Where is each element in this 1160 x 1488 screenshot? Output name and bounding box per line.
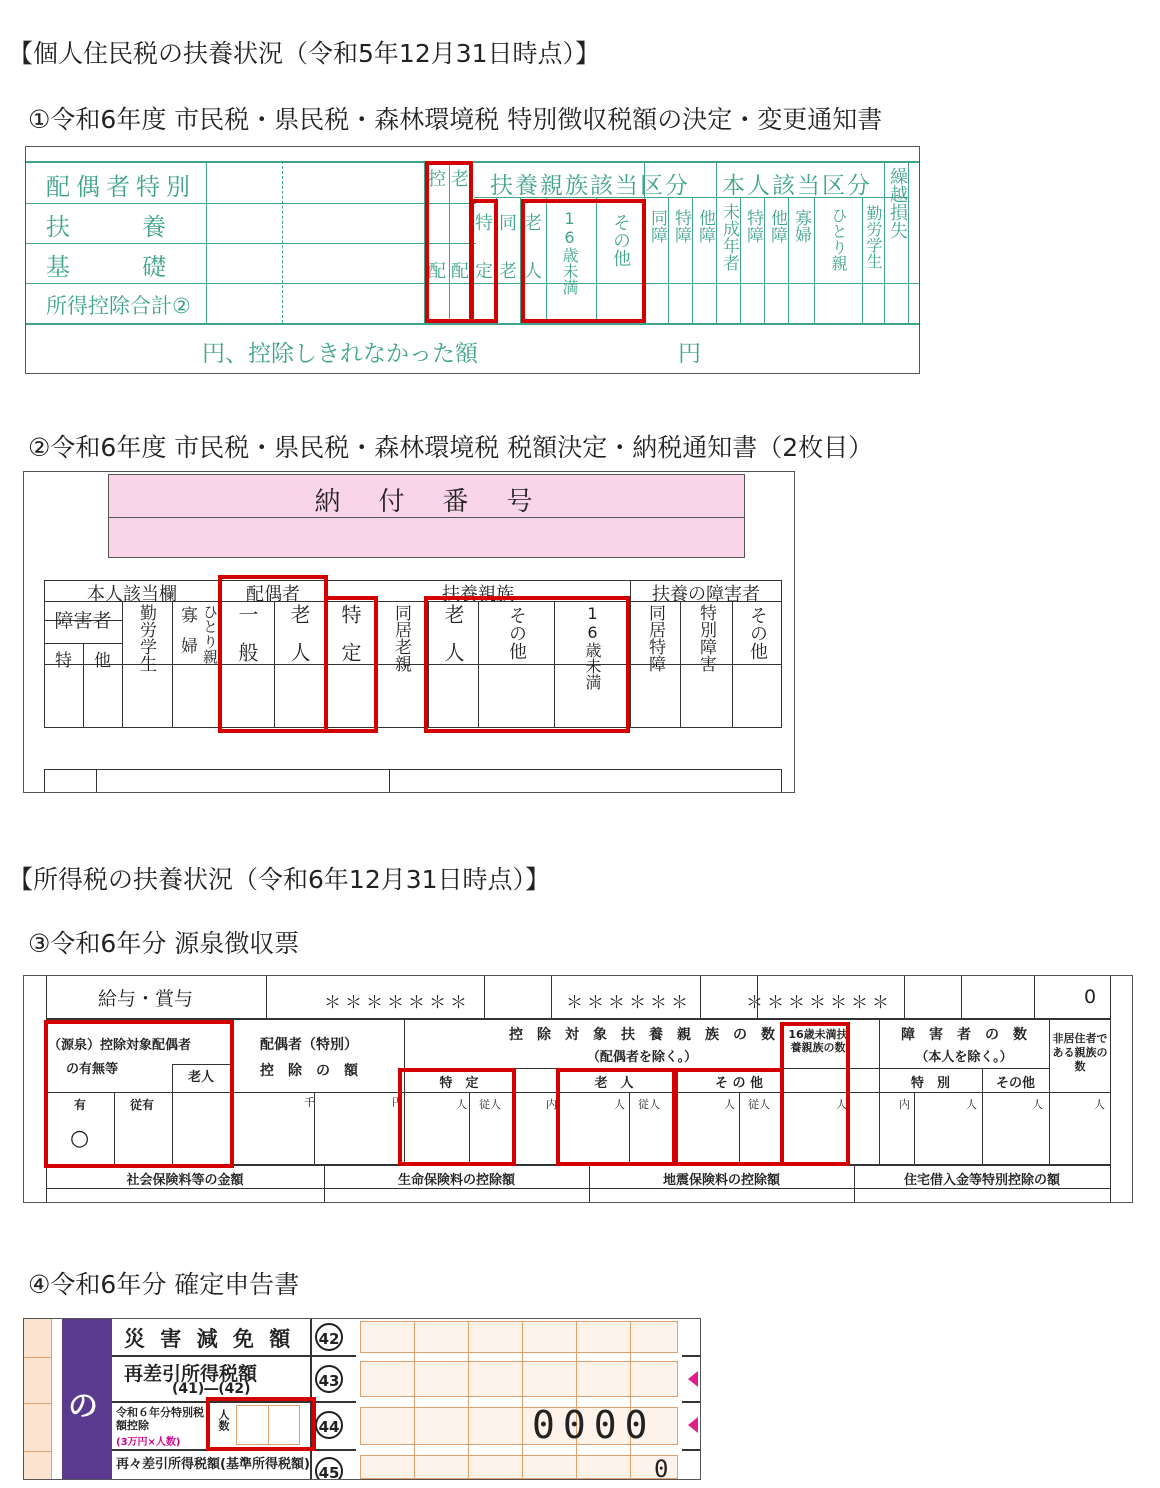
jishin-hoken-label: 地震保険料の控除額 [662,1173,780,1188]
fuyo-col-doro-top: 同 [499,213,517,234]
ninzu-label: 人数 [217,1409,230,1431]
sonota-junin: 従人 [748,1098,770,1111]
section-1-title: ①令和6年度 市民税・県民税・森林環境税 特別徴収税額の決定・変更通知書 [28,105,883,134]
fuyo-col-tokutei-bot: 定 [475,261,493,282]
fuyo-tokutei: 特定 [338,604,362,680]
tokutei-nin: 人 [456,1098,467,1111]
row-haigusha-tokubetsu: 配偶者特別 [46,173,196,201]
rojin-nin: 人 [614,1098,625,1111]
fuyo-col-under16: 16歳未満 [560,209,579,295]
kurikoshi-sonshitsu: 繰越損失 [887,167,908,239]
rojin-uchi: 内 [546,1098,557,1111]
col-ro-top: 老 [451,169,469,190]
masked-amount-2: ＊＊＊＊＊＊ [566,993,692,1013]
row-shotoku-kojo-gokei: 所得控除合計② [46,294,191,318]
sai-sashihiki-label: 再差引所得税額 [124,1363,258,1385]
fuyo-rojin: 老人 [441,604,465,680]
en-unit: 円 [392,1096,403,1109]
circle-45: 45 [315,1457,343,1480]
kafu: 寡婦 [177,606,197,668]
highlight-tokutei-3 [398,1068,516,1166]
arrow-indicator-43 [688,1371,698,1387]
circle-44: 44 [315,1411,343,1439]
col-ro-bot: 配 [451,261,469,282]
honnin-gaito-header: 本人該当区分 [722,173,872,199]
tokubetsu-kojo-value: 0000 [532,1403,656,1447]
honnin-col-tasho: 他障 [695,209,715,243]
juari-label: 従有 [130,1098,155,1112]
honnin-col-hitorioya: ひとり親 [829,207,848,271]
highlight-tokutei-2 [324,596,378,733]
saisai-sashihiki-value: 0 [654,1455,669,1480]
section-4-title: ④令和6年分 確定申告書 [28,1270,300,1299]
kojo-shikirenakatta-label: 円、控除しきれなかった額 [202,341,478,367]
honnin-nozoku: （本人を除く。） [915,1050,1013,1065]
shogaisha-toku: 特 [55,651,72,671]
sai-sashihiki-sub: (41)―(42) [172,1381,251,1397]
shogai-uchi: 内 [899,1098,910,1111]
sonota-header: そ の 他 [714,1076,764,1091]
highlight-sonota-3 [674,1068,784,1166]
col-kojo-bot: 配 [428,261,446,282]
umu-label: の有無等 [66,1062,119,1077]
honnin-col-tokusho-2: 特障 [743,209,763,243]
section-3-title: ③令和6年分 源泉徴収票 [28,929,300,958]
haigusha-rojin: 老人 [287,604,311,680]
col-kojo-top: 控 [428,169,446,190]
yen-label: 円 [678,341,701,367]
row-fuyo: 扶 養 [46,213,166,241]
highlight-rojin-3 [556,1068,676,1166]
haigusha-ari-mark: ○ [70,1126,90,1151]
haigusha-nozoku: （配偶者を除く。） [586,1050,698,1065]
honnin-col-kinro: 勤労学生 [864,205,883,269]
tokubetsu-kojo-sub: (3万円×人数) [116,1437,181,1448]
highlight-haigusha [218,575,328,733]
haigusha-tokubetsu-label: 配偶者（特別） [260,1037,358,1053]
shogai-sonota: その他 [747,606,768,660]
arrow-indicator-44 [688,1417,698,1433]
hikyojusha-header: 非居住者である親族の数 [1052,1032,1108,1073]
zero-value: 0 [1084,986,1097,1008]
highlight-rojin-sonota-16 [424,596,630,733]
fuyo-col-doro-bot: 老 [499,261,517,282]
fuyo-col-tokutei-top: 特 [475,213,493,234]
rojin-junin: 従人 [638,1098,660,1111]
form-1-tokubetsu-choshu [25,146,920,374]
tokutei-header: 特 定 [439,1076,479,1091]
tokutei-junin: 従人 [479,1098,501,1111]
shakai-hoken-label: 社会保険料等の金額 [126,1173,244,1188]
kyuyo-shoyo-label: 給与・賞与 [98,988,194,1010]
sonota-nin: 人 [724,1098,735,1111]
nofu-bango-box [108,474,745,558]
honnin-col-dosho: 同障 [647,209,667,243]
honnin-gaito-ran: 本人該当欄 [87,584,177,605]
shogaisha-count-header: 障 害 者 の 数 [901,1027,1027,1043]
fuyo-col-sonota: その他 [610,213,631,267]
sen-unit: 千 [304,1096,315,1109]
jutaku-kojo-label: 住宅借入金等特別控除の額 [903,1173,1060,1188]
section-2-title: ②令和6年度 市民税・県民税・森林環境税 税額決定・納税通知書（2枚目） [28,433,874,462]
fuyo-shogaisha-header: 扶養の障害者 [652,584,760,605]
masked-amount-1: ＊＊＊＊＊＊＊ [324,993,471,1013]
fuyo-sonota: その他 [506,606,527,660]
shogaisha-ta: 他 [94,651,111,671]
honnin-col-miseinen: 未成年者 [719,203,739,271]
shogai-tokubetsu-nin: 人 [966,1098,977,1111]
highlight-tokutei [470,199,498,323]
fuyo-col-rojin-bot: 人 [524,261,542,282]
nofu-bango-label: 納 付 番 号 [314,487,539,517]
fuyo-col-rojin-top: 老 [524,213,542,234]
fuyo-dokyo-roshin: 同居老親 [391,604,411,672]
form-4-kakutei-shinkokusho [23,1318,701,1480]
kinro-gakusei: 勤労学生 [136,604,156,672]
seimei-hoken-label: 生命保険料の控除額 [397,1173,515,1188]
highlight-under16-3 [780,1022,850,1166]
circle-42: 42 [315,1323,343,1351]
shogai-sonota-header: その他 [995,1076,1035,1091]
shotokuzei-heading: 【所得税の扶養状況（令和6年12月31日時点）】 [8,865,551,894]
highlight-rojin-16-sonota [521,199,646,323]
form-2-nozei-tsuchisho [23,471,795,793]
saisai-sashihiki-label: 再々差引所得税額(基準所得税額) [116,1457,310,1472]
gensen-haigusha-label: （源泉）控除対象配偶者 [48,1038,192,1053]
haigusha-header: 配偶者 [246,584,300,605]
shogai-dokyo-tokusho: 同居特障 [645,604,665,672]
haigusha-ippan: 一般 [235,604,259,680]
under16-nin: 人 [836,1098,847,1111]
tokubetsu-kojo-label: 令和６年分特別税額控除 [116,1406,204,1432]
ari-label: 有 [74,1098,87,1112]
highlight-ninzu [206,1397,316,1451]
honnin-col-tokusho: 特障 [671,209,691,243]
rojin-header: 老 人 [594,1076,634,1091]
hikyojusha-nin: 人 [1094,1098,1105,1111]
honnin-col-kafu: 寡婦 [791,209,811,243]
fuyo-under16: 16歳未満 [583,604,602,690]
shogaisha-label: 障害者 [54,610,112,632]
kojo-gaku-label: 控 除 の 額 [260,1063,358,1079]
haigusha-rojin-header: 老人 [188,1070,215,1085]
shogai-tokubetsu-header: 特 別 [910,1076,950,1091]
circle-43: 43 [315,1365,343,1393]
saigai-genmen-label: 災 害 減 免 額 [124,1327,295,1351]
honnin-col-tasho-2: 他障 [767,209,787,243]
under16-count-header: 16歳未満扶養親族の数 [788,1028,848,1055]
masked-amount-3: ＊＊＊＊＊＊＊ [746,993,893,1013]
kojo-fuyo-count-header: 控 除 対 象 扶 養 親 族 の 数 [509,1027,775,1043]
hitorioya: ひとり親 [201,604,219,664]
fuyo-shinzoku-header-2: 扶養親族 [442,584,514,605]
no-label: の [68,1389,98,1424]
row-kiso: 基 礎 [46,253,166,281]
shogai-tokubetsu: 特別障害 [696,604,716,672]
fuyo-shinzoku-header: 扶養親族該当区分 [490,173,690,199]
juminzei-heading: 【個人住民税の扶養状況（令和5年12月31日時点）】 [8,39,601,68]
highlight-haigusha-kubun [425,161,473,323]
shogai-sonota-nin: 人 [1032,1098,1043,1111]
form-3-gensen-choshuhyo [23,975,1133,1203]
highlight-gensen-haigusha [44,1020,234,1168]
